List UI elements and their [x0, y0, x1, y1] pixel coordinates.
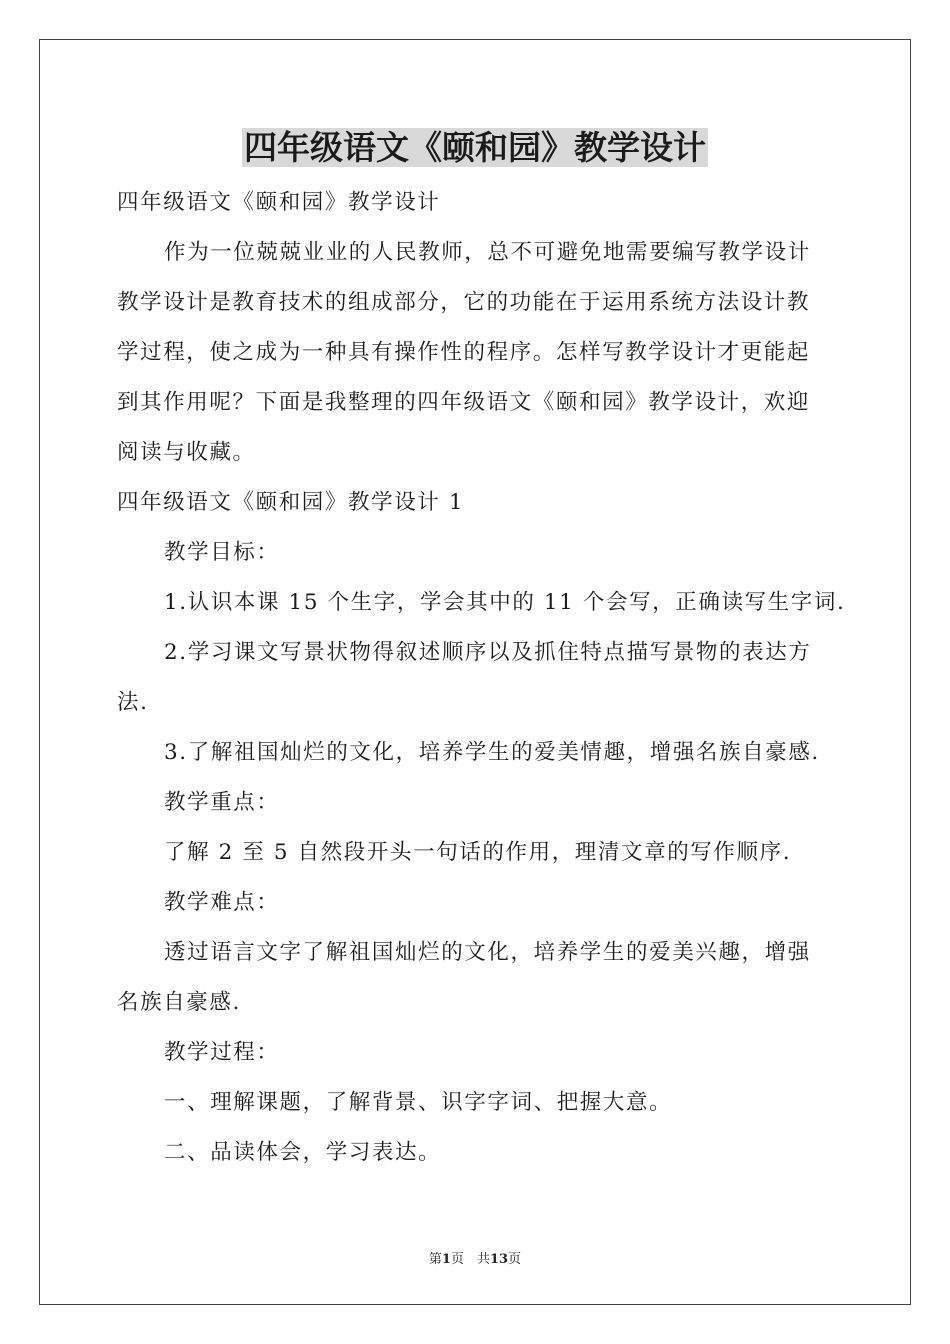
body-line: 作为一位兢兢业业的人民教师，总不可避免地需要编写教学设计: [164, 240, 811, 265]
page-total: 13: [489, 1252, 509, 1267]
body-line: 学过程，使之成为一种具有操作性的程序。怎样写教学设计才更能起: [117, 340, 811, 365]
page-current: 1: [441, 1252, 451, 1267]
page-suffix: 页: [508, 1252, 522, 1267]
body-line: 阅读与收藏。: [117, 440, 256, 465]
body-line: 名族自豪感.: [117, 990, 241, 1015]
document-title: [0, 128, 950, 168]
document-title-text: 四年级语文《颐和园》教学设计: [244, 128, 706, 167]
page-prefix: 第: [428, 1252, 442, 1267]
body-line: 教学设计是教育技术的组成部分，它的功能在于运用系统方法设计教: [117, 290, 811, 315]
body-line: 到其作用呢？下面是我整理的四年级语文《颐和园》教学设计，欢迎: [117, 390, 811, 415]
body-line: 二、品读体会，学习表达。: [164, 1140, 442, 1165]
body-line: 2.学习课文写景状物得叙述顺序以及抓住特点描写景物的表达方: [164, 640, 812, 665]
body-line: 四年级语文《颐和园》教学设计: [117, 190, 441, 215]
section-heading: 四年级语文《颐和园》教学设计 1: [117, 490, 465, 515]
body-line: 了解 2 至 5 自然段开头一句话的作用，理清文章的写作顺序.: [164, 840, 792, 865]
body-line: 3.了解祖国灿烂的文化，培养学生的爱美情趣，增强名族自豪感.: [164, 740, 820, 765]
body-line: 1.认识本课 15 个生字，学会其中的 11 个会写，正确读写生字词.: [164, 590, 846, 615]
body-line: 透过语言文字了解祖国灿烂的文化，培养学生的爱美兴趣，增强: [164, 940, 811, 965]
body-line: 教学过程：: [164, 1040, 280, 1065]
body-line: 教学难点：: [164, 890, 280, 915]
body-line: 教学目标：: [164, 540, 280, 565]
body-line: 法.: [117, 690, 149, 715]
page-footer: [0, 1248, 950, 1267]
body-line: 一、理解课题，了解背景、识字字词、把握大意。: [164, 1090, 673, 1115]
page-mid: 页 共: [450, 1252, 490, 1267]
body-line: 教学重点：: [164, 790, 280, 815]
document-body: [117, 178, 847, 1178]
